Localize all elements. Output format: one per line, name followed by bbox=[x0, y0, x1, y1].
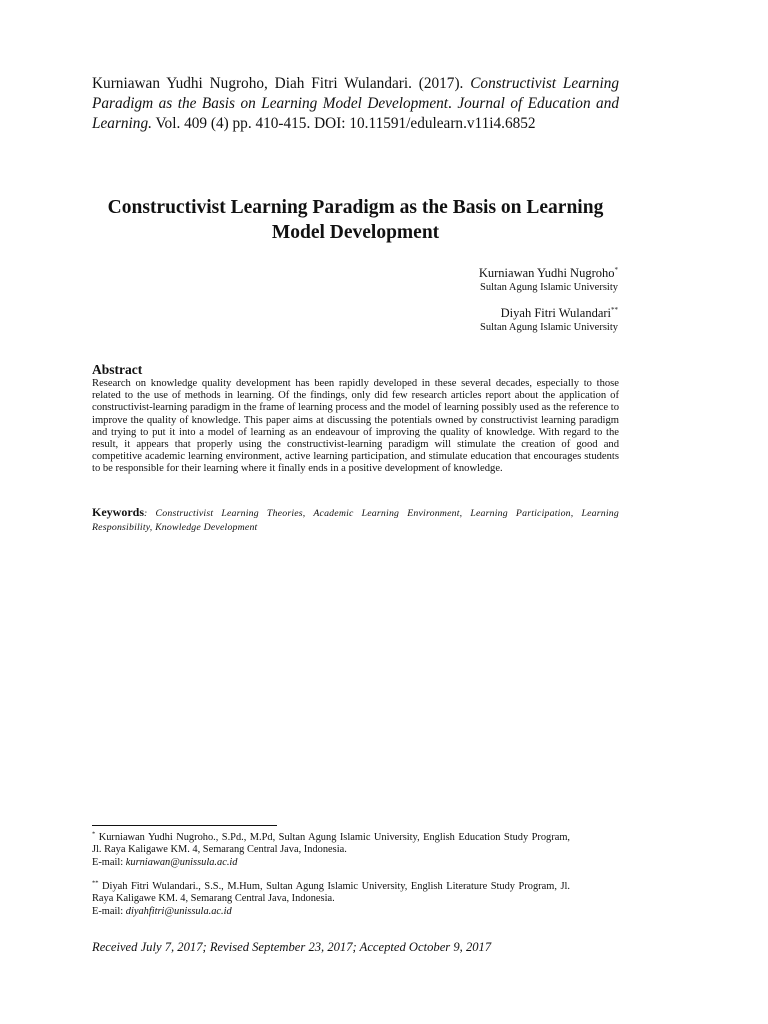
author-2-mark: ** bbox=[611, 305, 618, 314]
citation-details: Vol. 409 (4) pp. 410-415. DOI: 10.11591/edulearn.v11i4.6852 bbox=[151, 115, 536, 132]
author-1-mark: * bbox=[614, 265, 618, 274]
footnote-divider bbox=[92, 825, 277, 826]
citation-separator: . bbox=[448, 95, 458, 112]
keywords bbox=[92, 506, 619, 534]
footnote-2-email[interactable]: diyahfitri@unissula.ac.id bbox=[125, 905, 232, 917]
footnote-2 bbox=[92, 881, 570, 918]
author-2 bbox=[479, 305, 618, 334]
footnote-2-mark: ** bbox=[92, 879, 99, 887]
paper-title: Constructivist Learning Paradigm as the Basis on Learning Model Development bbox=[107, 197, 604, 243]
citation-paper-title: Constructivist Learning Paradigm as the Basis on Learning Model Development bbox=[92, 75, 619, 112]
footnote-1-mark: * bbox=[92, 830, 96, 838]
author-2-name: Diyah Fitri Wulandari bbox=[500, 306, 611, 320]
footnote-2-text: Diyah Fitri Wulandari., S.S., M.Hum, Sultan Agung Islamic University, English Literature Study Program, Jl. Raya Kaligawe KM. 4, Semarang Central Java, Indonesia. bbox=[92, 881, 570, 905]
author-block bbox=[479, 265, 618, 345]
footnote-2-email-label: E-mail: bbox=[92, 905, 126, 917]
citation bbox=[92, 74, 619, 134]
author-1-name: Kurniawan Yudhi Nugroho bbox=[478, 266, 615, 280]
abstract-text: Research on knowledge quality development has been rapidly developed in these several decades, especially to those related to the use of methods in learning. Of the findings, only did few research articles report about the application of constructivist-learning paradigm in the frame of learning process and the model of learning possibly used as the reference to improve the quality of knowledge. This paper aims at discussing the potentials owned by constructivist learning paradigm and trying to put it into a model of learning as an endeavour of improving the quality of knowledge. With regard to the result, it appears that properly using the constructivist-learning paradigm will stimulate the creation of good and competitive academic learning environment, active learning participation, and stimulate education that encourages students to be responsible for their learning where it finally ends in a positive development of knowledge. bbox=[92, 378, 619, 475]
author-2-affiliation: Sultan Agung Islamic University bbox=[480, 322, 618, 333]
footnote-1 bbox=[92, 832, 570, 869]
footnote-1-email-label: E-mail: bbox=[92, 856, 126, 868]
citation-journal: Journal of Education and Learning. bbox=[92, 95, 619, 132]
citation-authors-year: Kurniawan Yudhi Nugroho, Diah Fitri Wulandari. (2017). bbox=[92, 75, 471, 92]
author-1 bbox=[479, 265, 618, 294]
abstract-heading: Abstract bbox=[92, 362, 143, 377]
author-1-affiliation: Sultan Agung Islamic University bbox=[480, 282, 618, 293]
footnote-1-email[interactable]: kurniawan@unissula.ac.id bbox=[125, 856, 238, 868]
keywords-text: : Constructivist Learning Theories, Academic Learning Environment, Learning Participation, Learning Responsibility, Knowledge Development bbox=[92, 508, 619, 533]
footnote-1-text: Kurniawan Yudhi Nugroho., S.Pd., M.Pd, Sultan Agung Islamic University, English Education Study Program, Jl. Raya Kaligawe KM. 4, Semarang Central Java, Indonesia. bbox=[92, 832, 570, 856]
keywords-label: Keywords bbox=[92, 505, 144, 519]
received-dates: Received July 7, 2017; Revised September 23, 2017; Accepted October 9, 2017 bbox=[92, 940, 492, 954]
